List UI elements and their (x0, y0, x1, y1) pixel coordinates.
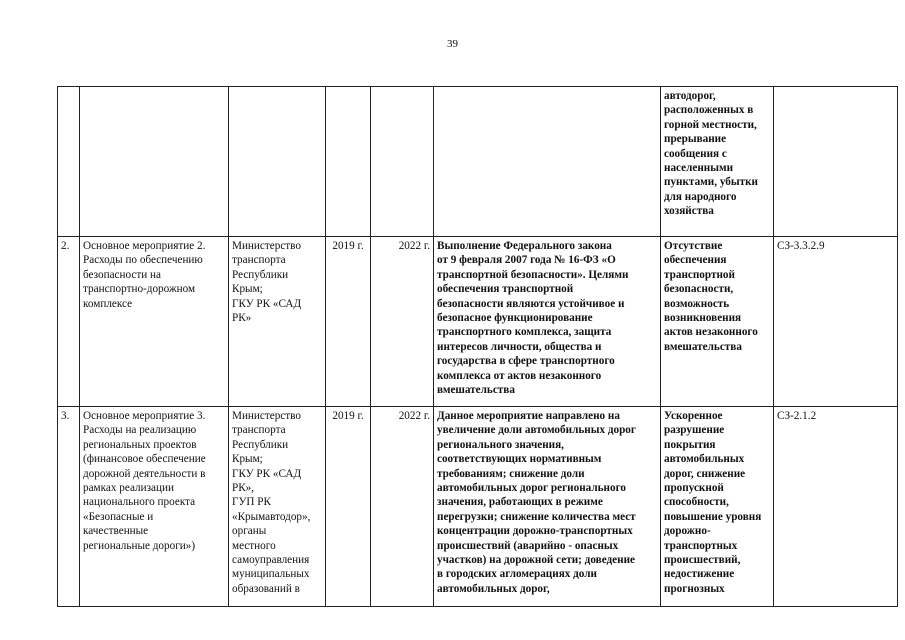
cell-start-year: 2019 г. (326, 237, 371, 407)
table-row (58, 407, 898, 607)
cell-end-year: 2022 г. (371, 237, 434, 407)
cell-end-year (371, 87, 434, 237)
cell-number: 3. (58, 407, 80, 607)
cell-number: 2. (58, 237, 80, 407)
cell-indicator-link: СЗ-3.3.2.9 (774, 237, 898, 407)
cell-consequence: автодорог, расположенных в горной местности, прерывание сообщения с населенными пунктами, убытки для народного хозяйства (661, 87, 774, 237)
cell-indicator-link (774, 87, 898, 237)
cell-event: Основное мероприятие 3. Расходы на реализацию региональных проектов (финансовое обеспечение дорожной деятельности в рамках реализации национального проекта «Безопасные и качественные региональные дороги») (80, 407, 229, 607)
table-row (58, 237, 898, 407)
cell-consequence: Ускоренное разрушение покрытия автомобильных дорог, снижение пропускной способности, повышение уровня дорожно- транспортных происшествий, недостижение прогнозных (661, 407, 774, 607)
cell-end-year: 2022 г. (371, 407, 434, 607)
cell-result: Выполнение Федерального закона от 9 февраля 2007 года № 16-ФЗ «О транспортной безопасности». Целями обеспечения транспортной безопасности являются устойчивое и безопасное функционирование транспортного комплекса, защита интересов личности, общества и государства в сфере транспортного комплекса от актов незаконного вмешательства (434, 237, 661, 407)
cell-indicator-link: СЗ-2.1.2 (774, 407, 898, 607)
cell-start-year (326, 87, 371, 237)
cell-event: Основное мероприятие 2. Расходы по обеспечению безопасности на транспортно-дорожном комплексе (80, 237, 229, 407)
cell-executor (229, 87, 326, 237)
cell-start-year: 2019 г. (326, 407, 371, 607)
cell-consequence: Отсутствие обеспечения транспортной безопасности, возможность возникновения актов незаконного вмешательства (661, 237, 774, 407)
page-number: 39 (447, 38, 458, 50)
cell-result: Данное мероприятие направлено на увеличение доли автомобильных дорог регионального значения, соответствующих нормативным требованиям; снижение доли автомобильных дорог регионального значения, работающих в режиме перегрузки; снижение количества мест концентрации дорожно-транспортных происшествий (аварийно - опасных участков) на дорожной сети; доведение в городских агломерациях доли автомобильных дорог, (434, 407, 661, 607)
cell-event (80, 87, 229, 237)
cell-result (434, 87, 661, 237)
cell-number (58, 87, 80, 237)
cell-executor: Министерство транспорта Республики Крым; ГКУ РК «САД РК» (229, 237, 326, 407)
cell-executor: Министерство транспорта Республики Крым; ГКУ РК «САД РК», ГУП РК «Крымавтодор», органы местного самоуправления муниципальных образований в (229, 407, 326, 607)
table-row (58, 87, 898, 237)
program-measures-table (57, 86, 898, 607)
